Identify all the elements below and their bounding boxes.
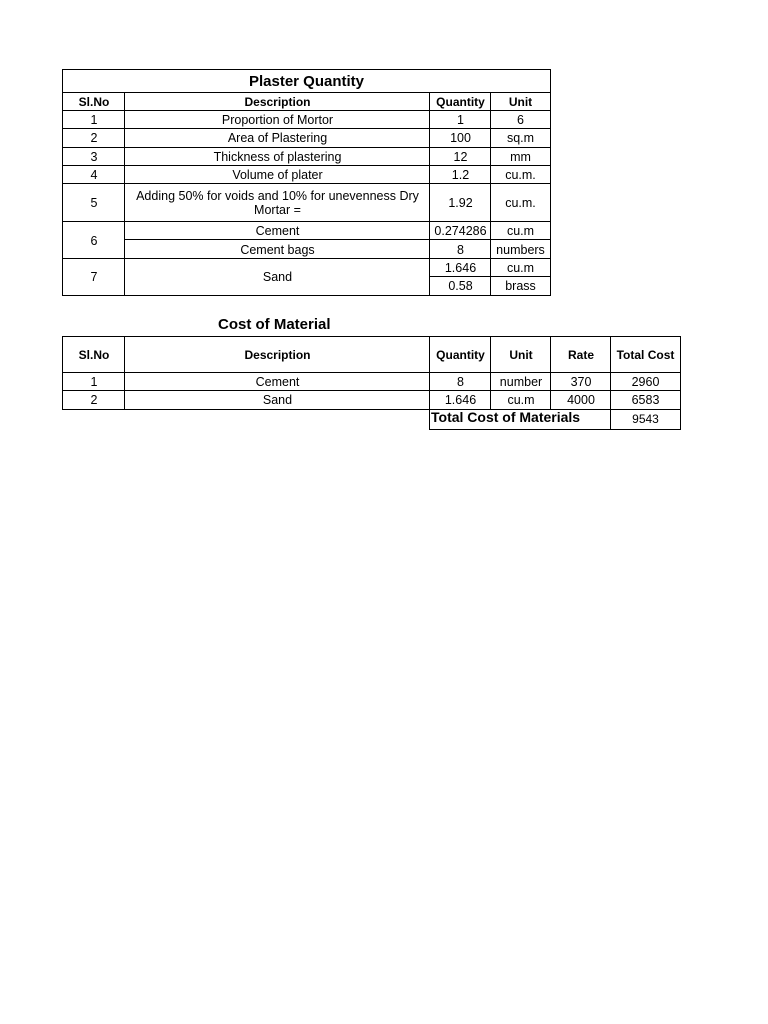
cost-row-2-unit: cu.m <box>490 390 551 410</box>
cost-row-1-rate: 370 <box>550 372 611 391</box>
row-2-slno: 2 <box>62 128 125 147</box>
row-4-description: Volume of plater <box>124 165 430 184</box>
row-7-slno: 7 <box>62 258 125 296</box>
row-6b-quantity: 8 <box>429 239 491 259</box>
row-3-unit: mm <box>490 147 551 166</box>
row-2-quantity: 100 <box>429 128 491 147</box>
row-7-description: Sand <box>124 258 430 296</box>
row-5-slno: 5 <box>62 183 125 222</box>
row-2-unit: sq.m <box>490 128 551 147</box>
row-7a-unit: cu.m <box>490 258 551 277</box>
row-1-slno: 1 <box>62 110 125 129</box>
cost-row-2-quantity: 1.646 <box>429 390 491 410</box>
cost-row-1-description: Cement <box>124 372 430 391</box>
row-3-slno: 3 <box>62 147 125 166</box>
header-unit: Unit <box>490 92 551 111</box>
cost-row-1-quantity: 8 <box>429 372 491 391</box>
total-cost-label: Total Cost of Materials <box>429 409 611 430</box>
cost-header-unit: Unit <box>490 336 551 373</box>
row-3-description: Thickness of plastering <box>124 147 430 166</box>
row-7b-unit: brass <box>490 276 551 296</box>
header-slno: Sl.No <box>62 92 125 111</box>
row-6b-description: Cement bags <box>124 239 430 259</box>
cost-header-total-cost: Total Cost <box>610 336 681 373</box>
cost-header-quantity: Quantity <box>429 336 491 373</box>
row-4-slno: 4 <box>62 165 125 184</box>
plaster-quantity-title: Plaster Quantity <box>62 69 551 93</box>
cost-row-1-total: 2960 <box>610 372 681 391</box>
row-5-unit: cu.m. <box>490 183 551 222</box>
cost-row-1-unit: number <box>490 372 551 391</box>
row-6a-unit: cu.m <box>490 221 551 240</box>
row-5-quantity: 1.92 <box>429 183 491 222</box>
row-1-description: Proportion of Mortor <box>124 110 430 129</box>
row-4-unit: cu.m. <box>490 165 551 184</box>
cost-of-material-title: Cost of Material <box>218 316 331 333</box>
cost-row-2-rate: 4000 <box>550 390 611 410</box>
row-7b-quantity: 0.58 <box>429 276 491 296</box>
row-6-slno: 6 <box>62 221 125 259</box>
row-5-description: Adding 50% for voids and 10% for unevenness Dry Mortar = <box>124 183 430 222</box>
row-3-quantity: 12 <box>429 147 491 166</box>
row-2-description: Area of Plastering <box>124 128 430 147</box>
header-description: Description <box>124 92 430 111</box>
cost-header-description: Description <box>124 336 430 373</box>
row-1-unit: 6 <box>490 110 551 129</box>
cost-row-2-slno: 2 <box>62 390 125 410</box>
row-1-quantity: 1 <box>429 110 491 129</box>
cost-header-rate: Rate <box>550 336 611 373</box>
cost-row-2-description: Sand <box>124 390 430 410</box>
header-quantity: Quantity <box>429 92 491 111</box>
row-7a-quantity: 1.646 <box>429 258 491 277</box>
total-cost-value: 9543 <box>610 409 681 430</box>
cost-row-1-slno: 1 <box>62 372 125 391</box>
cost-header-slno: Sl.No <box>62 336 125 373</box>
row-4-quantity: 1.2 <box>429 165 491 184</box>
row-6a-quantity: 0.274286 <box>429 221 491 240</box>
row-6b-unit: numbers <box>490 239 551 259</box>
cost-row-2-total: 6583 <box>610 390 681 410</box>
row-6a-description: Cement <box>124 221 430 240</box>
